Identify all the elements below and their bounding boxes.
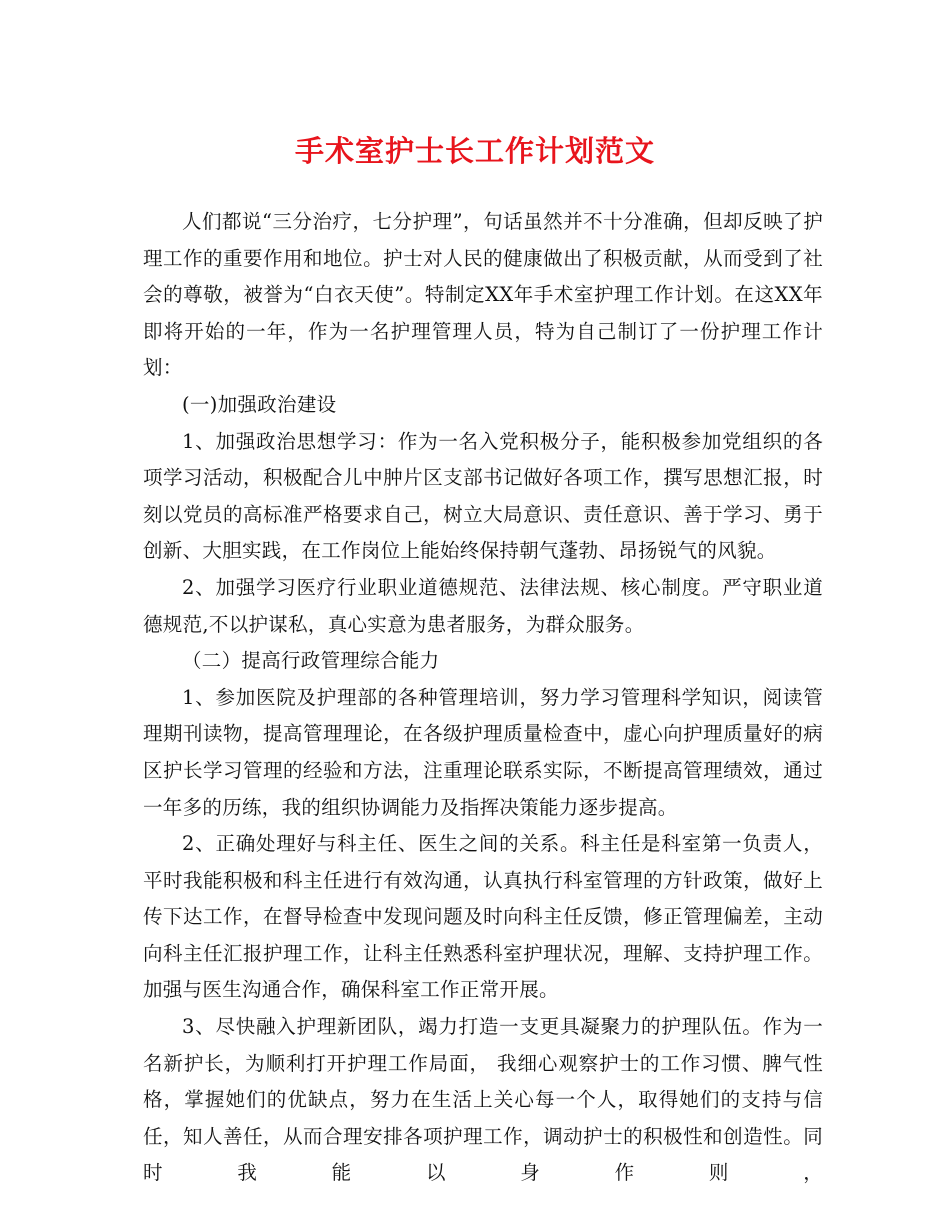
intro-paragraph: 人们都说“三分治疗，七分护理”，句话虽然并不十分准确，但却反映了护理工作的重要作用和地位。护士对人民的健康做出了积极贡献，从而受到了社会的尊敬，被誉为“白衣天使”。特制定XX年手术室护理工作计划。在这XX年即将开始的一年，作为一名护理管理人员，特为自己制订了一份护理工作计划： <box>143 210 823 380</box>
paragraph-management-training: 1、参加医院及护理部的各种管理培训，努力学习管理科学知识，阅读管理期刊读物，提高管理理论，在各级护理质量检查中，虚心向护理质量好的病区护长学习管理的经验和方法，注重理论联系实际，不断提高管理绩效，通过一年多的历练，我的组织协调能力及指挥决策能力逐步提高。 <box>143 685 823 819</box>
document-title: 手术室护士长工作计划范文 <box>294 134 655 168</box>
document-body <box>143 204 823 1192</box>
paragraph-political-study: 1、加强政治思想学习：作为一名入党积极分子，能积极参加党组织的各项学习活动，积极配合儿中肿片区支部书记做好各项工作，撰写思想汇报，时刻以党员的高标准严格要求自己，树立大局意识、责任意识、善于学习、勇于创新、大胆实践，在工作岗位上能始终保持朝气蓬勃、昂扬锐气的风貌。 <box>143 429 823 563</box>
section-heading-political: (一)加强政治建设 <box>182 392 337 416</box>
paragraph-team-building: 3、尽快融入护理新团队，竭力打造一支更具凝聚力的护理队伍。作为一名新护长，为顺利打开护理工作局面， 我细心观察护士的工作习惯、脾气性格，掌握她们的优缺点，努力在生活上关心每一个人，取得她们的支持与信任，知人善任，从而合理安排各项护理工作，调动护士的积极性和创造性。同时我能以身作则， <box>143 1015 823 1185</box>
paragraph-director-relations: 2、正确处理好与科主任、医生之间的关系。科主任是科室第一负责人，平时我能积极和科主任进行有效沟通，认真执行科室管理的方针政策，做好上传下达工作，在督导检查中发现问题及时向科主任反馈，修正管理偏差，主动向科主任汇报护理工作，让科主任熟悉科室护理状况，理解、支持护理工作。加强与医生沟通合作，确保科室工作正常开展。 <box>143 832 823 1002</box>
section-heading-management: （二）提高行政管理综合能力 <box>182 649 440 673</box>
paragraph-ethics-study: 2、加强学习医疗行业职业道德规范、法律法规、核心制度。严守职业道德规范,不以护谋私，真心实意为患者服务，为群众服务。 <box>143 575 823 636</box>
